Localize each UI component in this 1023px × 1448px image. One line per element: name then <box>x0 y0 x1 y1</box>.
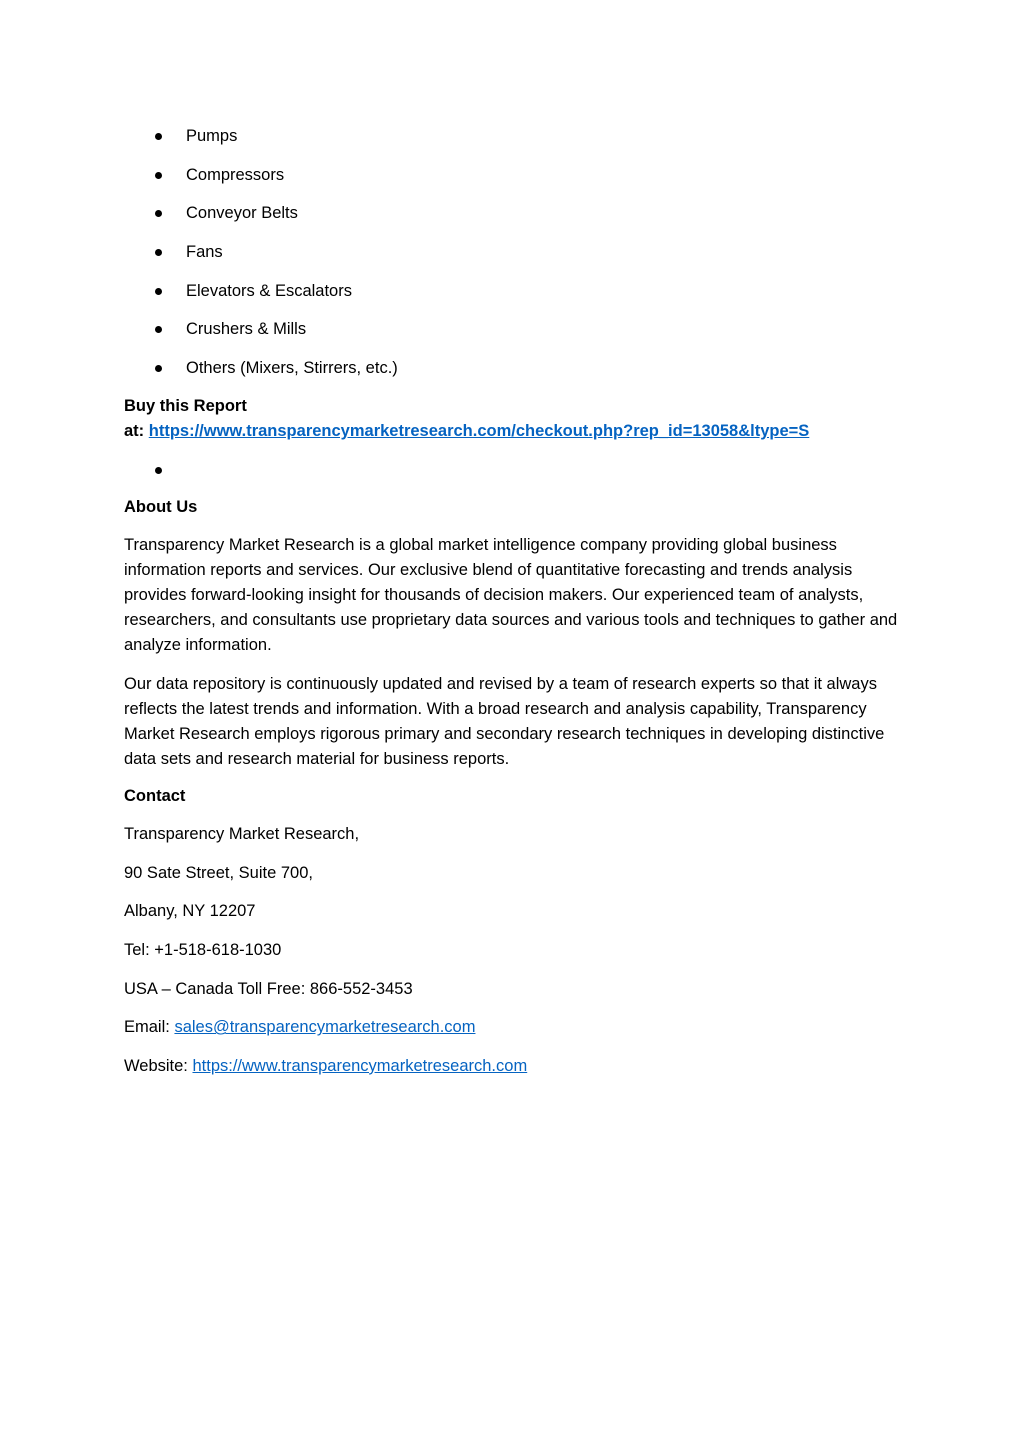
email-label: Email: <box>124 1018 175 1037</box>
list-item <box>124 356 904 381</box>
page-content <box>124 124 904 1079</box>
contact-company: Transparency Market Research, <box>124 824 360 843</box>
buy-report-heading: Buy this Report <box>124 396 247 415</box>
list-item-label: Others (Mixers, Stirrers, etc.) <box>186 359 398 378</box>
bullet-icon <box>155 288 162 295</box>
contact-tollfree: USA – Canada Toll Free: 866-552-3453 <box>124 979 413 998</box>
list-item <box>124 201 904 226</box>
buy-report-link[interactable]: https://www.transparencymarketresearch.com/checkout.php?rep_id=13058&ltype=S <box>148 421 810 440</box>
empty-list-item <box>124 458 904 483</box>
about-us-heading: About Us <box>124 497 198 516</box>
bullet-icon <box>155 133 162 140</box>
list-item <box>124 279 904 304</box>
list-item <box>124 124 904 149</box>
buy-report-prefix: at: <box>124 421 149 440</box>
list-item-label: Fans <box>186 243 223 262</box>
bullet-icon <box>155 467 162 474</box>
bullet-icon <box>155 365 162 372</box>
email-link[interactable]: sales@transparencymarketresearch.com <box>174 1018 476 1037</box>
list-item <box>124 240 904 265</box>
list-item-label: Pumps <box>186 127 238 145</box>
contact-city: Albany, NY 12207 <box>124 902 256 921</box>
product-type-list <box>124 124 904 381</box>
list-item-label: Compressors <box>186 165 285 184</box>
about-paragraph-1: Transparency Market Research is a global market intelligence company providing global business information reports and services. Our exclusive blend of quantitative forecasting and trends analysis provides forward-looking insight for thousands of decision makers. Our experienced team of analysts, researchers, and consultants use proprietary data sources and various tools and techniques to gather and analyze information. <box>124 535 898 654</box>
contact-street: 90 Sate Street, Suite 700, <box>124 863 313 882</box>
contact-email-line <box>124 1015 904 1040</box>
list-item <box>124 317 904 342</box>
contact-heading: Contact <box>124 786 186 805</box>
website-link[interactable]: https://www.transparencymarketresearch.com <box>192 1056 528 1075</box>
list-item-label: Elevators & Escalators <box>186 281 352 300</box>
list-item <box>124 163 904 188</box>
bullet-icon <box>155 172 162 179</box>
bullet-icon <box>155 210 162 217</box>
bullet-icon <box>155 249 162 256</box>
contact-tel: Tel: +1-518-618-1030 <box>124 940 282 959</box>
contact-website-line <box>124 1054 904 1079</box>
bullet-icon <box>155 326 162 333</box>
buy-report-block <box>124 394 904 444</box>
about-paragraph-2: Our data repository is continuously updated and revised by a team of research experts so that it always reflects the latest trends and information. With a broad research and analysis capability, Transparency Market Research employs rigorous primary and secondary research techniques in developing distinctive data sets and research material for business reports. <box>124 674 885 768</box>
list-item-label: Crushers & Mills <box>186 320 307 339</box>
list-item-label: Conveyor Belts <box>186 204 298 223</box>
contact-block <box>124 822 904 1079</box>
buy-report-line <box>124 419 904 444</box>
website-label: Website: <box>124 1056 193 1075</box>
